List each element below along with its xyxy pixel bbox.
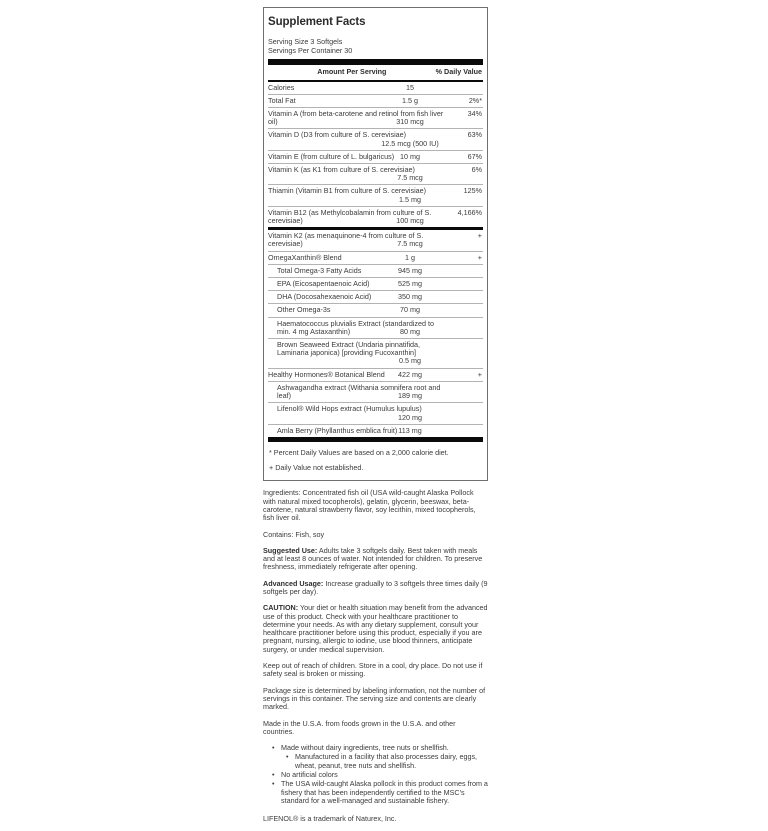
paragraph-suggested-use <box>263 547 488 572</box>
paragraph-label: Suggested Use: <box>263 545 318 555</box>
nutrient-name: OmegaXanthin® Blend <box>268 252 342 262</box>
list-item-text: The USA wild-caught Alaska pollock in this product comes from a fishery that has been independently certified to the MSC's standard for a well-managed and sustainable fishery. <box>281 779 488 805</box>
nutrient-name: DHA (Docosahexaenoic Acid) <box>277 292 372 302</box>
nutrient-amount: 100 mcg <box>396 216 424 226</box>
nutrient-amount: 1.5 mg <box>399 194 421 204</box>
nutrient-row <box>268 107 483 128</box>
nutrient-amount: 80 mg <box>400 326 420 336</box>
nutrient-amount: 310 mcg <box>396 117 424 127</box>
nutrient-dv: + <box>477 231 482 241</box>
amount-per-serving-header: Amount Per Serving <box>317 67 387 77</box>
nutrient-rows <box>268 82 483 442</box>
paragraph-label: Advanced Usage: <box>263 578 324 588</box>
nutrient-row <box>268 82 483 94</box>
paragraph-text: Ingredients: Concentrated fish oil (USA wild-caught Alaska Pollock with natural mixed tocopherols), gelatin, glycerin, beeswax, beta-carotene, natural strawberry flavor, soy lecithin, mixed tocopherols, fish liver oil. <box>263 488 476 523</box>
nutrient-amount: 1.5 g <box>402 95 418 105</box>
nutrient-dv: + <box>477 369 482 379</box>
nutrient-amount: 422 mg <box>398 369 422 379</box>
label-details <box>263 489 488 823</box>
paragraph-text: Keep out of reach of children. Store in a cool, dry place. Do not use if safety seal is broken or missing. <box>263 661 483 679</box>
nutrient-row <box>268 94 483 107</box>
paragraph-text: Made in the U.S.A. from foods grown in the U.S.A. and other countries. <box>263 718 456 736</box>
bullet-icon: • <box>272 770 275 780</box>
nutrient-amount: 0.5 mg <box>399 356 421 366</box>
nutrient-dv: 125% <box>463 186 482 196</box>
bullet-icon: • <box>272 779 275 789</box>
nutrient-dv: 4,166% <box>457 207 482 217</box>
nutrient-dv: 63% <box>467 130 482 140</box>
list-item <box>263 744 488 752</box>
nutrient-name: EPA (Eicosapentaenoic Acid) <box>277 279 370 289</box>
bullet-list <box>263 744 488 805</box>
paragraph-contains <box>263 531 488 539</box>
nutrient-amount: 525 mg <box>398 279 422 289</box>
nutrient-amount: 10 mg <box>400 151 420 161</box>
list-item-text: Made without dairy ingredients, tree nuts or shellfish. <box>281 743 449 753</box>
nutrient-amount: 189 mg <box>398 391 422 401</box>
nutrient-row <box>268 230 483 250</box>
paragraph-advanced-usage <box>263 580 488 597</box>
servings-per-container: Servings Per Container 30 <box>268 46 353 56</box>
nutrient-row <box>268 150 483 163</box>
nutrient-row <box>268 290 483 303</box>
nutrient-row <box>268 264 483 277</box>
list-item-text: Manufactured in a facility that also processes dairy, eggs, wheat, peanut, tree nuts and shellfish. <box>295 752 478 770</box>
trademark-note: LIFENOL® is a trademark of Naturex, Inc. <box>263 814 397 824</box>
nutrient-dv: + <box>477 252 482 262</box>
nutrient-row <box>268 368 483 381</box>
nutrient-row <box>268 338 483 368</box>
nutrient-amount: 15 <box>406 82 414 92</box>
nutrient-row <box>268 424 483 442</box>
nutrient-row <box>268 206 483 230</box>
paragraph-text: Your diet or health situation may benefit from the advanced use of this product. Check with your healthcare practitioner to determine your needs. As with any dietary supplement, consult your healthcare practitioner before using this product, especially if you are pregnant, nursing, allergic to iodine, use blood thinners, anticipate surgery, or under medical supervision. <box>263 603 488 654</box>
nutrient-name: Brown Seaweed Extract (Undaria pinnatifida, Laminaria japonica) [providing Fucoxanthin] <box>277 340 421 358</box>
nutrient-name: Haematococcus pluvialis Extract (standardized to min. 4 mg Astaxanthin) <box>277 318 434 336</box>
nutrient-amount: 113 mg <box>398 425 422 435</box>
nutrient-name: Vitamin K (as K1 from culture of S. cerevisiae) <box>268 165 415 175</box>
list-item <box>263 771 488 779</box>
paragraph-caution <box>263 604 488 654</box>
nutrient-dv: 67% <box>467 151 482 161</box>
nutrient-name: Vitamin A (from beta-carotene and retinol from fish liver oil) <box>268 109 444 127</box>
nutrient-row <box>268 303 483 316</box>
nutrient-name: Total Fat <box>268 95 296 105</box>
serving-size: Serving Size 3 Softgels <box>268 37 343 46</box>
nutrient-amount: 12.5 mcg (500 IU) <box>381 138 439 148</box>
nutrient-amount: 945 mg <box>398 265 422 275</box>
paragraph-keep-out-of-reach <box>263 662 488 679</box>
label-column <box>263 7 488 831</box>
paragraph-text: Adults take 3 softgels daily. Best taken with meals and at least 8 ounces of water. Not intended for children. To preserve freshness, immediately refrigerate after opening. <box>263 545 483 572</box>
nutrient-row <box>268 251 483 264</box>
list-item <box>263 780 488 805</box>
nutrient-amount: 70 mg <box>400 305 420 315</box>
nutrient-amount: 7.5 mcg <box>397 173 423 183</box>
nutrient-amount: 120 mg <box>398 412 422 422</box>
paragraph-ingredients <box>263 489 488 522</box>
nutrient-name: Amla Berry (Phyllanthus emblica fruit) <box>277 425 398 435</box>
nutrient-name: Vitamin B12 (as Methylcobalamin from culture of S. cerevisiae) <box>268 207 432 226</box>
nutrient-name: Other Omega-3s <box>277 305 331 315</box>
nutrient-row <box>268 317 483 338</box>
nutrient-row <box>268 277 483 290</box>
nutrient-amount: 350 mg <box>398 292 422 302</box>
list-item-text: No artificial colors <box>281 770 338 780</box>
nutrient-name: Vitamin D (D3 from culture of S. cerevisiae) <box>268 130 407 140</box>
daily-value-header: % Daily Value <box>435 67 482 77</box>
footnote-not-established: + Daily Value not established. <box>269 463 364 473</box>
bullet-icon: • <box>286 752 289 762</box>
nutrient-dv: 34% <box>467 109 482 119</box>
nutrient-dv: 2%* <box>468 95 482 105</box>
nutrient-name: Total Omega-3 Fatty Acids <box>277 265 362 275</box>
nutrient-amount: 1 g <box>405 252 415 262</box>
table-header <box>268 65 483 79</box>
panel-title: Supplement Facts <box>268 16 366 28</box>
nutrient-dv: 6% <box>471 165 482 175</box>
nutrient-name: Healthy Hormones® Botanical Blend <box>268 369 385 379</box>
paragraph-made-in-usa <box>263 720 488 737</box>
nutrient-row <box>268 381 483 402</box>
paragraph-text: Increase gradually to 3 softgels three times daily (9 softgels per day). <box>263 578 488 596</box>
supplement-facts-panel <box>263 7 488 481</box>
footnote-daily-values: * Percent Daily Values are based on a 2,000 calorie diet. <box>269 447 449 457</box>
paragraph-text: Contains: Fish, soy <box>263 529 325 539</box>
bullet-icon: • <box>272 743 275 753</box>
nutrient-row <box>268 402 483 423</box>
nutrient-row <box>268 184 483 205</box>
nutrient-name: Ashwagandha extract (Withania somnifera root and leaf) <box>277 382 441 401</box>
paragraph-label: CAUTION: <box>263 603 299 613</box>
nutrient-name: Lifenol® Wild Hops extract (Humulus lupulus) <box>277 404 422 414</box>
nutrient-amount: 7.5 mcg <box>397 239 423 249</box>
nutrient-row <box>268 128 483 149</box>
nutrient-name: Vitamin E (from culture of L. bulgaricus) <box>268 151 395 161</box>
nutrient-row <box>268 163 483 184</box>
nutrient-name: Thiamin (Vitamin B1 from culture of S. cerevisiae) <box>268 186 427 196</box>
nutrient-name: Calories <box>268 82 295 92</box>
nutrient-name: Vitamin K2 (as menaquinone-4 from culture of S. cerevisiae) <box>268 231 424 249</box>
footnotes <box>268 442 483 474</box>
paragraph-text: Package size is determined by labeling information, not the number of servings in this container. The serving size and contents are clearly marked. <box>263 685 486 712</box>
paragraph-package-size <box>263 687 488 712</box>
